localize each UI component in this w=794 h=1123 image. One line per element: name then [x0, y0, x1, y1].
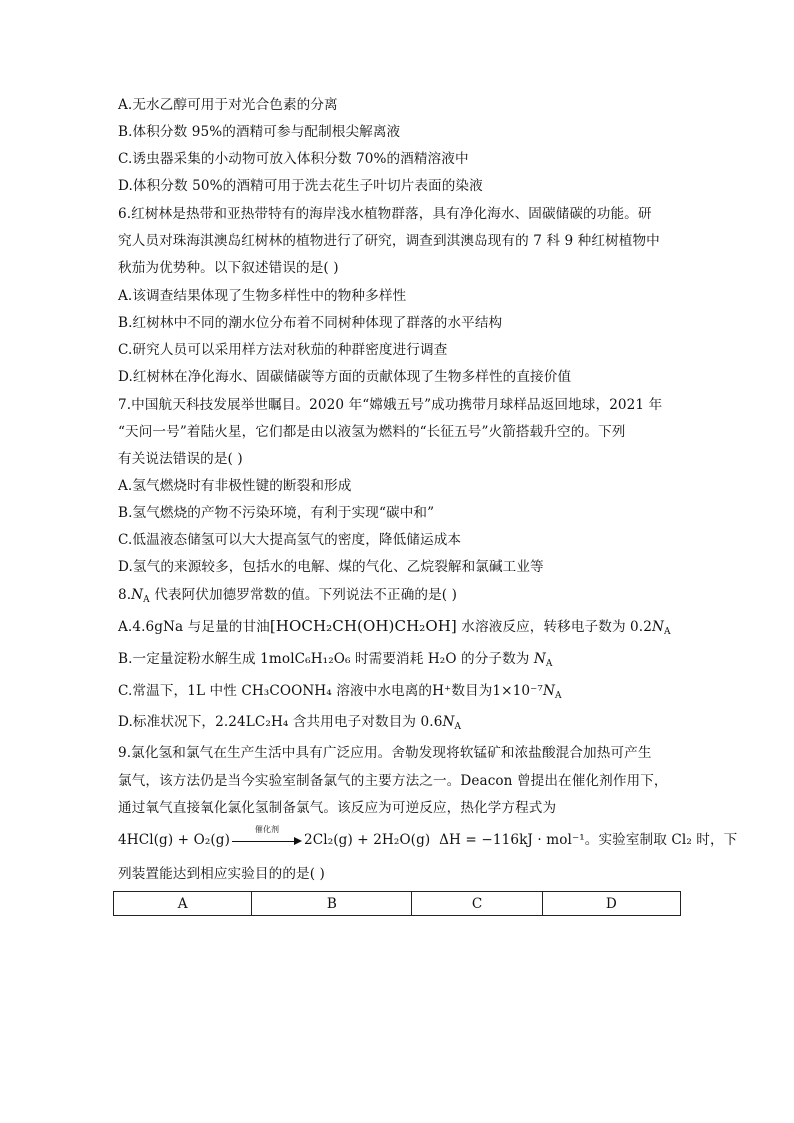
eq-products: 2Cl₂(g) + 2H₂O(g) — [304, 832, 431, 848]
q8-b-text: B.一定量淀粉水解生成 1molC₆H₁₂O₆ 时需要消耗 H₂O 的分子数为 — [118, 651, 534, 667]
q6-option-a: A.该调查结果体现了生物多样性中的物种多样性 — [118, 288, 407, 304]
q7-option-a: A.氢气燃烧时有非极性键的断裂和形成 — [118, 478, 352, 494]
eq-reactants: 4HCl(g) + O₂(g) — [118, 832, 230, 848]
q6-stem-line1: 6.红树林是热带和亚热带特有的海岸浅水植物群落，具有净化海水、固碳储碳的功能。研 — [118, 206, 652, 222]
na-subscript: A — [545, 659, 553, 669]
na-symbol: N — [442, 714, 455, 730]
table-cell-b: B — [252, 892, 412, 916]
q7-option-c: C.低温液态储氢可以大大提高氢气的密度，降低储运成本 — [118, 532, 462, 548]
table-cell-c: C — [412, 892, 542, 916]
q9-stem-line2: 氯气，该方法仍是当今实验室制备氯气的主要方法之一。Deacon 曾提出在催化剂作用下， — [118, 773, 668, 789]
na-symbol: N — [651, 619, 664, 635]
q9-option-table — [113, 891, 681, 916]
q6-option-d: D.红树林在净化海水、固碳储碳等方面的贡献体现了生物多样性的直接价值 — [118, 369, 572, 385]
eq-tail-text: 。实验室制取 Cl₂ 时，下 — [584, 832, 738, 848]
q7-option-d: D.氢气的来源较多，包括水的电解、煤的气化、乙烷裂解和氯碱工业等 — [118, 559, 544, 575]
na-symbol: N — [542, 683, 555, 699]
q5-option-c: C.诱虫器采集的小动物可放入体积分数 70%的酒精溶液中 — [118, 151, 469, 167]
catalyst-label: 催化剂 — [254, 824, 280, 834]
q8-a-tail: 水溶液反应，转移电子数为 0.2 — [456, 619, 652, 635]
q6-stem-line2: 究人员对珠海淇澳岛红树林的植物进行了研究，调查到淇澳岛现有的 7 科 9 种红树植物中 — [118, 233, 660, 249]
q5-option-b: B.体积分数 95%的酒精可参与配制根尖解离液 — [118, 124, 401, 140]
q9-equation — [118, 824, 738, 849]
glycerol-formula: [HOCH₂CH(OH)CH₂OH] — [269, 617, 457, 635]
q7-stem-line1: 7.中国航天科技发展举世瞩目。2020 年“嫦娥五号”成功携带月球样品返回地球，2021 年 — [118, 397, 663, 413]
reaction-arrow-icon — [232, 824, 302, 847]
q8-option-b — [118, 650, 553, 673]
q6-option-c: C.研究人员可以采用样方法对秋茄的种群密度进行调查 — [118, 342, 448, 358]
q8-d-text: D.标准状况下，2.24LC₂H₄ 含共用电子对数目为 0.6 — [118, 714, 443, 730]
q8-option-c — [118, 682, 562, 705]
q8-option-a — [118, 617, 671, 641]
q5-option-a: A.无水乙醇可用于对光合色素的分离 — [118, 97, 338, 113]
na-symbol: N — [533, 651, 546, 667]
na-subscript: A — [663, 627, 671, 637]
q9-stem-line3: 通过氧气直接氧化氯化氢制备氯气。该反应为可逆反应，热化学方程式为 — [118, 800, 557, 816]
na-subscript: A — [454, 722, 462, 732]
na-subscript: A — [143, 595, 150, 605]
table-cell-a: A — [114, 892, 252, 916]
q7-stem-line3: 有关说法错误的是( ) — [118, 451, 243, 467]
q6-option-b: B.红树林中不同的潮水位分布着不同树种体现了群落的水平结构 — [118, 315, 503, 331]
q9-stem-line5: 列装置能达到相应实验目的的是( ) — [118, 866, 325, 882]
eq-enthalpy: ΔH = −116kJ · mol⁻¹ — [439, 832, 585, 848]
q8-stem-text: 代表阿伏加德罗常数的值。下列说法不正确的是( ) — [149, 587, 457, 603]
q8-stem — [118, 586, 457, 609]
q6-stem-line3: 秋茄为优势种。以下叙述错误的是( ) — [118, 260, 339, 276]
na-symbol: N — [131, 587, 144, 603]
q8-number: 8. — [118, 587, 132, 603]
q8-a-text: A.4.6gNa 与足量的甘油 — [118, 619, 270, 635]
na-subscript: A — [554, 691, 562, 701]
q7-stem-line2: “天问一号”着陆火星，它们都是由以液氢为燃料的“长征五号”火箭搭载升空的。下列 — [118, 424, 626, 440]
q8-option-d — [118, 713, 461, 736]
q7-option-b: B.氢气燃烧的产物不污染环境，有利于实现“碳中和” — [118, 505, 435, 521]
q9-stem-line1: 9.氯化氢和氯气在生产生活中具有广泛应用。舍勒发现将软锰矿和浓盐酸混合加热可产生 — [118, 745, 652, 761]
table-cell-d: D — [542, 892, 680, 916]
q5-option-d: D.体积分数 50%的酒精可用于洗去花生子叶切片表面的染液 — [118, 178, 483, 194]
table-row — [114, 892, 681, 916]
q8-c-text: C.常温下，1L 中性 CH₃COONH₄ 溶液中水电离的H⁺数目为1×10⁻⁷ — [118, 683, 543, 699]
